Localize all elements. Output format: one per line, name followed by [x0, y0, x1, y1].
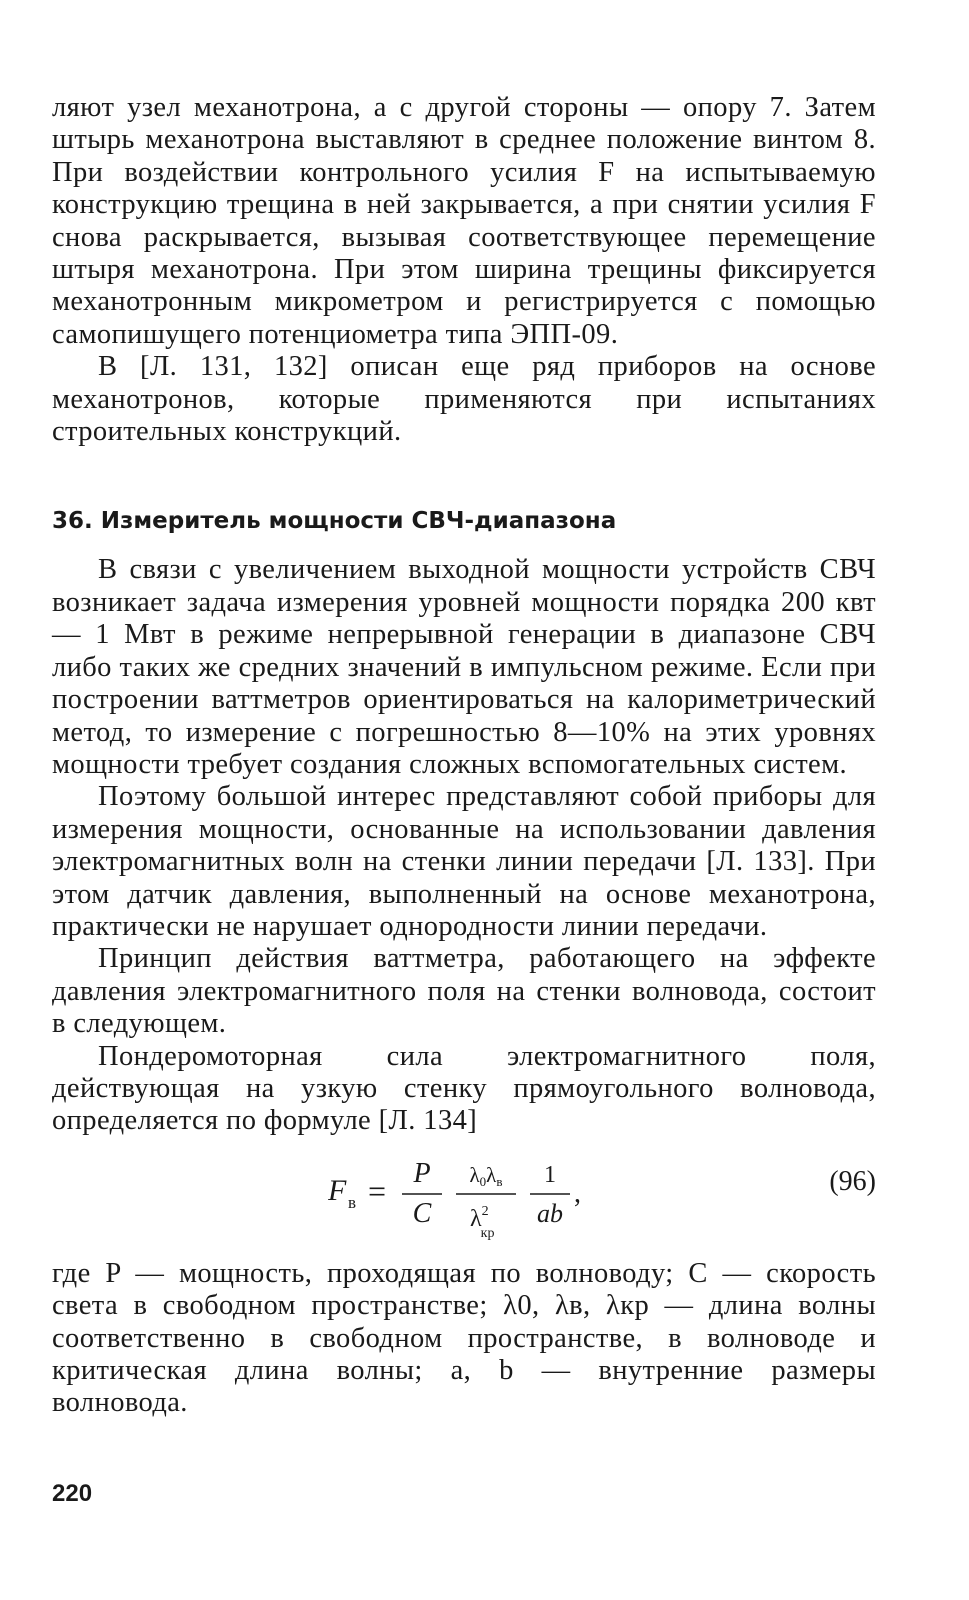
- paragraph-variables: где P — мощность, проходящая по волноводу; C — скорость света в свободном пространстве; λ0, λв, λкр — длина волны соответственно в свободном пространстве, в волноводе и критическая длина волны; a, b — внутренние размеры волновода.: [52, 1257, 876, 1419]
- fraction1-numerator: P: [413, 1157, 431, 1189]
- paragraph-continuation: ляют узел механотрона, а с другой стороны — опору 7. Затем штырь механотрона выставляют в среднее положение винтом 8. При воздействии контрольного усилия F на испытываемую конструкцию трещина в ней закрывается, а при снятии усилия F снова раскрывается, вызывая соответствующее перемещение штыря механотрона. При этом ширина трещины фиксируется механотронным микрометром и регистрируется с помощью самопишущего потенциометра типа ЭПП-09.: [52, 92, 876, 350]
- text-column: [52, 92, 876, 1420]
- equation-block: [52, 1142, 876, 1250]
- formula-equals: =: [368, 1172, 387, 1209]
- paragraph-intro: В связи с увеличением выходной мощности устройств СВЧ возникает задача измерения уровней мощности порядка 200 квт — 1 Мвт в режиме непрерывной генерации в диапазоне СВЧ либо таких же средних значений в импульсном режиме. Если при построении ваттметров ориентироваться на калориметрический метод, то измерение с погрешностью 8—10% на этих уровнях мощности требует создания сложных вспомогательных систем.: [52, 554, 876, 780]
- fraction1-denominator: C: [412, 1197, 432, 1229]
- page-number: 220: [52, 1480, 93, 1507]
- formula-comma: ,: [574, 1177, 581, 1209]
- equation-number: (96): [829, 1165, 876, 1197]
- fraction2-denominator: $\lambda^2$ кр: [470, 1203, 495, 1241]
- paragraph-interest: Поэтому большой интерес представляют собой приборы для измерения мощности, основанные на использовании давления электромагнитных волн на стенки линии передачи [Л. 133]. При этом датчик давления, выполненный на основе механотрона, практически не нарушает однородности линии передачи.: [52, 781, 876, 942]
- section-heading: 36. Измеритель мощности СВЧ-диапазона: [52, 508, 617, 535]
- equation-96: [328, 1152, 658, 1248]
- paragraph-force: Пондеромоторная сила электромагнитного поля, действующая на узкую стенку прямоугольного волновода, определяется по формуле [Л. 134]: [52, 1040, 876, 1137]
- fraction3-denominator: ab: [537, 1198, 563, 1228]
- paragraph-references: В [Л. 131, 132] описан еще ряд приборов на основе механотронов, которые применяются при испытаниях строительных конструкций.: [52, 351, 876, 448]
- formula-lhs-sub: в: [348, 1192, 357, 1212]
- formula-lhs: F: [328, 1173, 347, 1207]
- fraction2-numerator: λ0λв: [469, 1162, 503, 1189]
- fraction3-numerator: 1: [544, 1161, 556, 1188]
- paragraph-principle: Принцип действия ваттметра, работающего на эффекте давления электромагнитного поля на стенки волновода, состоит в следующем.: [52, 943, 876, 1040]
